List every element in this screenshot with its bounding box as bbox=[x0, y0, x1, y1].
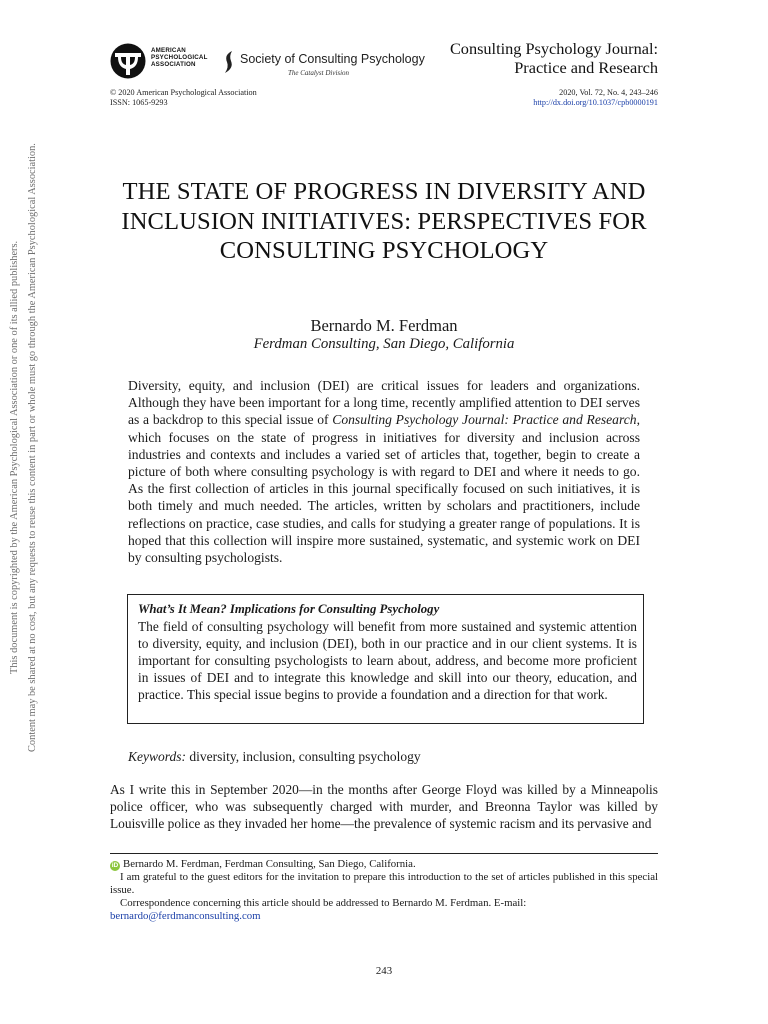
copyright-notice-line-2: Content may be shared at no cost, but any requests to reuse this content in part or whole must go through the American Psychological Association. bbox=[27, 143, 38, 752]
implications-box bbox=[127, 594, 644, 724]
apa-logo-text: AMERICAN PSYCHOLOGICAL ASSOCIATION bbox=[151, 47, 208, 68]
orcid-icon[interactable]: iD bbox=[111, 862, 119, 869]
journal-name-italic: Consulting Psychology Journal: Practice and Research bbox=[332, 412, 637, 428]
keywords bbox=[128, 748, 640, 765]
journal-title: Consulting Psychology Journal: Practice and Research bbox=[449, 39, 658, 77]
implications-title: What’s It Mean? Implications for Consulting Psychology bbox=[138, 602, 440, 616]
copyright-line: © 2020 American Psychological Association bbox=[110, 88, 257, 97]
scp-name: Society of Consulting Psychology bbox=[240, 52, 425, 66]
page-number: 243 bbox=[375, 965, 393, 977]
author-affiliation: Ferdman Consulting, San Diego, California bbox=[253, 336, 515, 352]
volume-info: 2020, Vol. 72, No. 4, 243–246 bbox=[559, 88, 658, 97]
keywords-value: diversity, inclusion, consulting psychology bbox=[189, 749, 421, 764]
keywords-label: Keywords: bbox=[128, 749, 186, 764]
issn: ISSN: 1065-9293 bbox=[110, 97, 168, 107]
doi-link[interactable]: http://dx.doi.org/10.1037/cpb0000191 bbox=[533, 97, 658, 107]
body-paragraph: As I write this in September 2020—in the months after George Floyd was killed by a Minneapolis police officer, who was subsequently charged with murder, and Breonna Taylor was killed by Louisville police as they invaded her home—the prevalence of systemic racism and its pervasive and bbox=[110, 782, 658, 832]
apa-logo-icon bbox=[110, 43, 146, 79]
footnote-acknowledgment: I am grateful to the guest editors for the invitation to prepare this introduction to the set of articles published in this special issue. bbox=[110, 871, 658, 896]
article-title: THE STATE OF PROGRESS IN DIVERSITY AND INCLUSION INITIATIVES: PERSPECTIVES FOR CONSULTING PSYCHOLOGY bbox=[121, 178, 647, 264]
scp-logo-icon bbox=[222, 50, 236, 74]
footnote-correspondence: Correspondence concerning this article should be addressed to Bernardo M. Ferdman. E-mail: bernardo@ferdmanconsulting.com bbox=[110, 897, 527, 922]
copyright-notice-line-1: This document is copyrighted by the American Psychological Association or one of its allied publishers. bbox=[9, 240, 20, 674]
author-name: Bernardo M. Ferdman bbox=[310, 316, 458, 335]
abstract: Diversity, equity, and inclusion (DEI) are critical issues for leaders and organizations. Although they have been important for a long time, recently amplified attention to DEI serves as a backdrop to this special issue of Consulting Psychology Journal: Practice and Research, which focuses on the state of progress in initiatives for diversity and inclusion across industries and contexts and includes a varied set of articles that, together, begin to create a picture of both where consulting psychology is with regard to DEI and where it needs to go. As the first collection of articles in this journal specifically focused on such initiatives, it is both timely and much needed. The articles, written by scholars and practitioners, include reflections on practice, case studies, and calls for studying a greater range of populations. It is hoped that this collection will inspire more sustained, systematic, and systemic work on DEI by consulting psychologists. bbox=[128, 378, 640, 566]
footnotes bbox=[110, 858, 658, 923]
footnote-divider bbox=[110, 853, 658, 854]
implications-text: The field of consulting psychology will benefit from more sustained and systemic attention to diversity, equity, and inclusion (DEI), both in our practice and in our client systems. It is important for consulting psychologists to learn about, address, and become more proficient in issues of DEI and to integrate this knowledge and skill into our theory, education, and practice. This special issue begins to provide a foundation and a direction for that work. bbox=[138, 619, 637, 703]
footnote-author: Bernardo M. Ferdman, Ferdman Consulting, San Diego, California. bbox=[123, 858, 416, 870]
email-link[interactable]: bernardo@ferdmanconsulting.com bbox=[110, 910, 261, 922]
page-header bbox=[110, 40, 658, 80]
scp-subtitle: The Catalyst Division bbox=[288, 69, 350, 77]
